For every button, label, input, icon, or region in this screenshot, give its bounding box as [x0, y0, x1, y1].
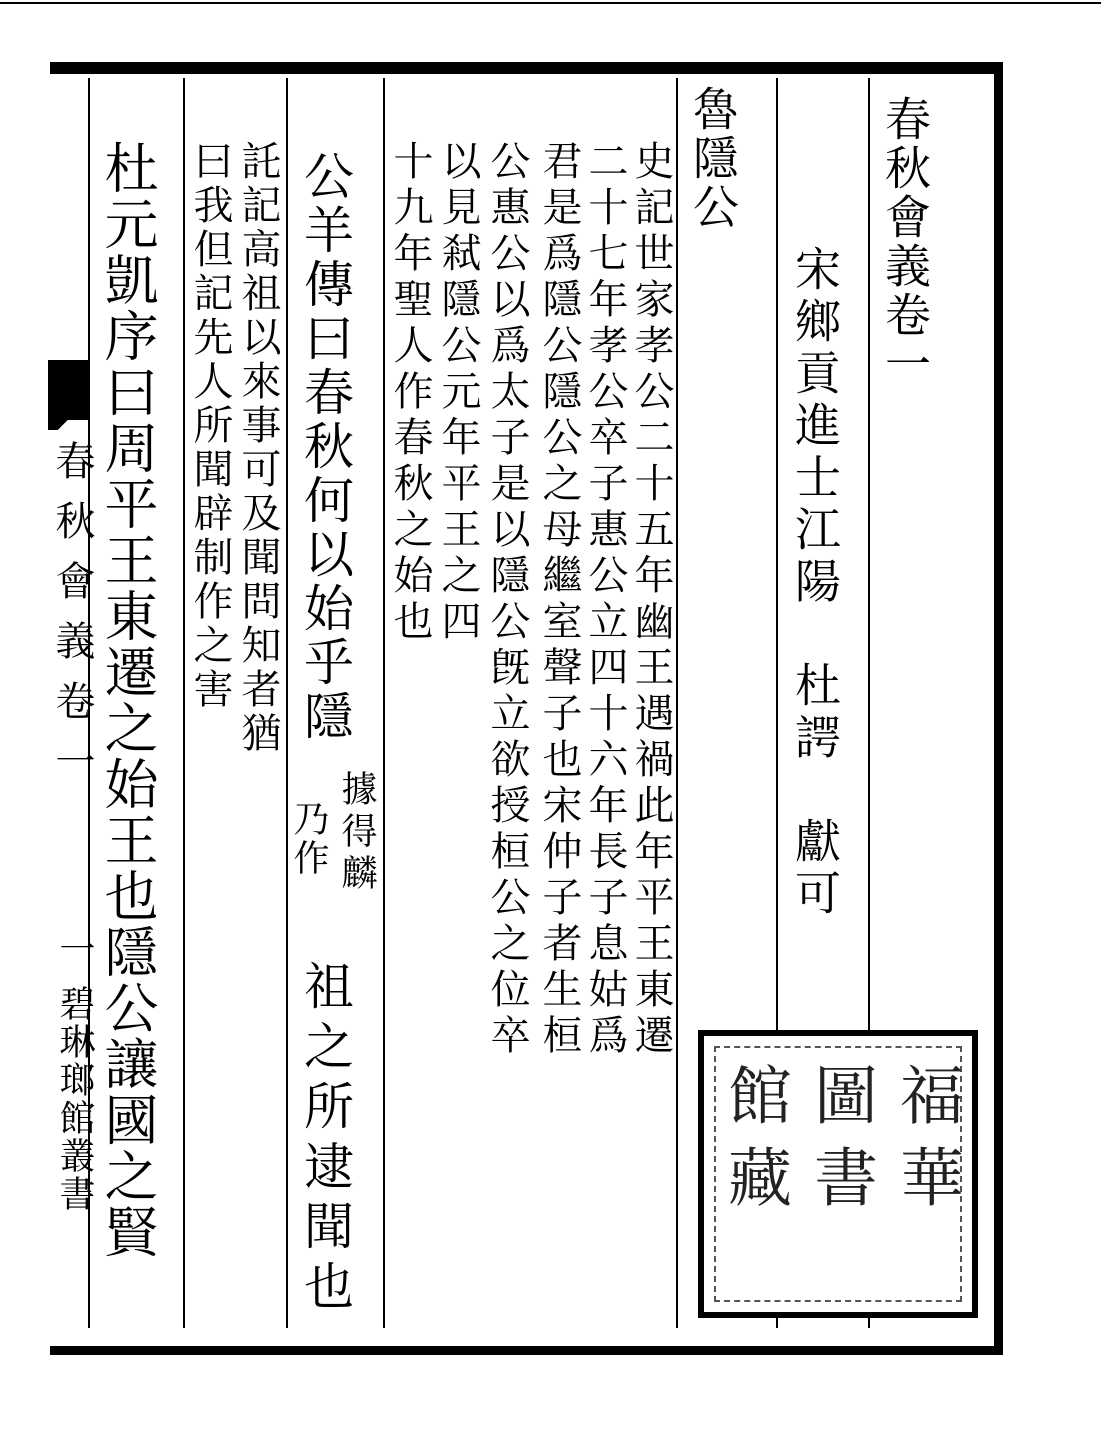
- column-rule: [183, 78, 185, 1328]
- margin-library-name: 碧琳瑯館叢書: [54, 985, 95, 1213]
- margin-page-number: 一: [54, 930, 95, 969]
- commentary-line: 以見弒隱公元年平王之四: [435, 140, 481, 646]
- commentary-line: 十九年聖人作春秋之始也: [387, 140, 433, 646]
- note-line: 託記高祖以來事可及聞問知者猶: [235, 140, 281, 756]
- margin-title: 春秋會義卷一: [49, 440, 95, 800]
- seal-text: 館藏: [717, 1062, 791, 1226]
- gongyang-main-text: 祖之所逮聞也: [296, 960, 354, 1320]
- book-title: 春秋會義卷一: [878, 95, 932, 389]
- fishtail-mark: [48, 420, 88, 430]
- collector-seal: [698, 1030, 978, 1318]
- column-rule: [286, 78, 288, 1328]
- commentary-line: 公惠公以爲太子是以隱公旣立欲授桓公之位卒: [484, 140, 530, 1060]
- fishtail-mark: [48, 360, 88, 420]
- commentary-line: 史記世家孝公二十五年幽王遇禍此年平王東遷: [628, 140, 674, 1060]
- seal-text: 圖書: [803, 1062, 877, 1226]
- du-yuankai-preface: 杜元凱序曰周平王東遷之始王也隱公讓國之賢: [96, 140, 159, 1260]
- column-rule: [676, 78, 678, 1328]
- seal-text: 福華: [889, 1062, 963, 1226]
- commentary-line: 二十七年孝公卒子惠公立四十六年長子息姑爲: [582, 140, 628, 1060]
- chapter-heading: 魯隱公: [686, 85, 740, 232]
- author-line: 宋鄉貢進士江陽 杜諤 獻可: [788, 245, 842, 921]
- top-border: [0, 2, 1101, 4]
- gongyang-inline-note: 乃作: [288, 800, 329, 878]
- note-line: 曰我但記先人所聞辟制作之害: [187, 140, 233, 712]
- gongyang-main-text: 公羊傳曰春秋何以始乎隱: [296, 150, 354, 744]
- gongyang-inline-note: 據得麟: [336, 770, 377, 896]
- commentary-line: 君是爲隱公隱公之母繼室聲子也宋仲子者生桓: [536, 140, 582, 1060]
- column-rule: [383, 78, 385, 1328]
